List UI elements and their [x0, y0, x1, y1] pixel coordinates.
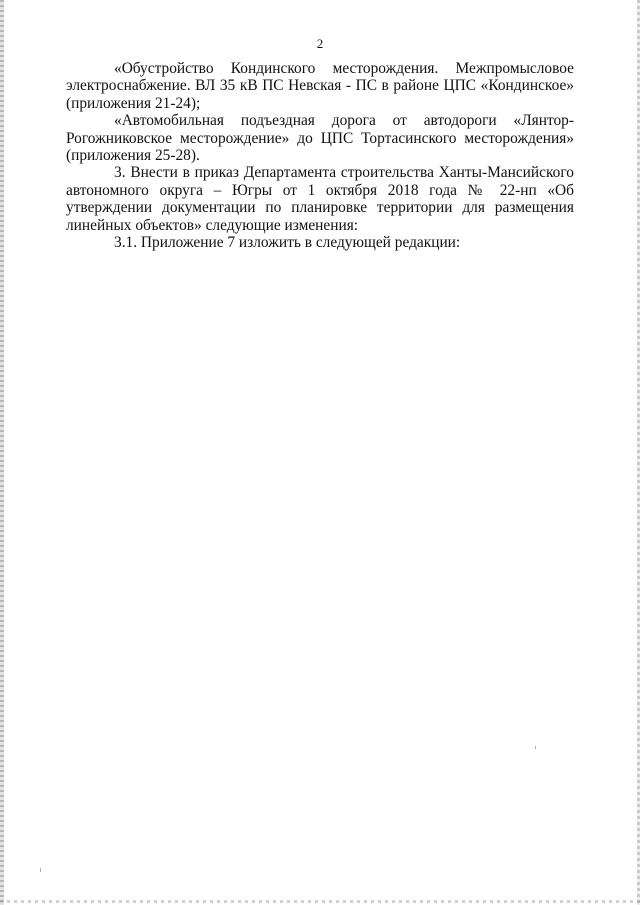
- scan-speck: [40, 868, 41, 872]
- scan-speck: [535, 746, 536, 749]
- scan-edge-bottom: [0, 900, 640, 903]
- paragraph-kondinskoe: «Обустройство Кондинского месторождения. Межпромысловое электроснабжение. ВЛ 35 кВ ПС Невская - ПС в районе ЦПС «Кондинское» (приложения 21-24);: [66, 60, 574, 112]
- page-number: 2: [316, 36, 324, 51]
- paragraph-road: «Автомобильная подъездная дорога от автодороги «Лянтор-Рогожниковское месторождение» до ЦПС Тортасинского месторождения» (приложения 25-28).: [66, 112, 574, 165]
- scan-edge-left: [0, 0, 4, 905]
- document-body: [66, 60, 574, 251]
- paragraph-item-3: 3. Внести в приказ Департамента строительства Ханты-Мансийского автономного округа – Югры от 1 октября 2018 года № 22-нп «Об утверждении документации по планировке территории для размещения линейных объектов» следующие изменения:: [66, 164, 574, 234]
- paragraph-item-3-1: 3.1. Приложение 7 изложить в следующей редакции:: [114, 234, 461, 252]
